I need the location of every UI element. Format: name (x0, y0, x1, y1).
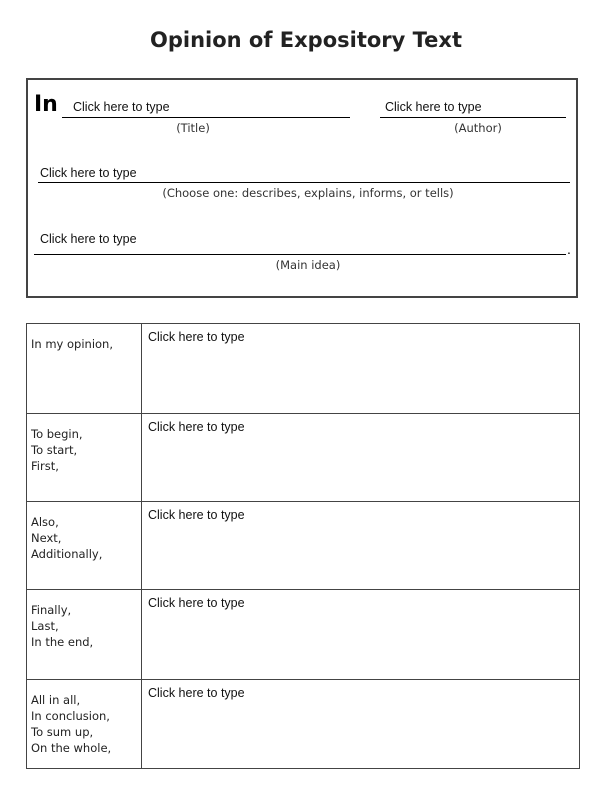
transition-cell (27, 590, 142, 680)
transition-word: To begin, (31, 427, 83, 441)
transition-word: In the end, (31, 635, 94, 649)
main-idea-hint: (Main idea) (275, 258, 341, 272)
in-label: In (34, 92, 58, 117)
title-hint: (Title) (176, 121, 210, 135)
transition-word: Also, (31, 515, 59, 529)
verb-underline (38, 182, 570, 183)
intro-box (26, 78, 578, 298)
transition-cell (27, 680, 142, 769)
main-idea-underline (34, 254, 566, 255)
page-title: Opinion of Expository Text (149, 28, 463, 52)
table-row (27, 502, 580, 590)
transition-cell (27, 324, 142, 414)
transition-cell (27, 414, 142, 502)
transition-word: In conclusion, (31, 709, 110, 723)
answer-input[interactable]: Click here to type (142, 502, 580, 590)
transition-word: Additionally, (31, 547, 103, 561)
author-underline (380, 117, 566, 118)
transition-cell (27, 502, 142, 590)
transition-word: To start, (31, 443, 78, 457)
transition-word: Finally, (31, 603, 72, 617)
author-hint: (Author) (454, 121, 502, 135)
transition-word: On the whole, (31, 741, 112, 755)
author-input[interactable]: Click here to type (385, 100, 482, 114)
main-idea-input[interactable]: Click here to type (40, 232, 137, 246)
answer-input[interactable]: Click here to type (142, 680, 580, 769)
table-row (27, 590, 580, 680)
table-row (27, 324, 580, 414)
answer-input[interactable]: Click here to type (142, 414, 580, 502)
title-underline (62, 117, 350, 118)
transition-word: In my opinion, (31, 337, 113, 351)
answer-input[interactable]: Click here to type (142, 324, 580, 414)
transition-word: Last, (31, 619, 59, 633)
table-row (27, 414, 580, 502)
opinion-table (26, 323, 580, 769)
verb-hint: (Choose one: describes, explains, informs, or tells) (162, 186, 454, 200)
transition-word: Next, (31, 531, 62, 545)
answer-input[interactable]: Click here to type (142, 590, 580, 680)
verb-input[interactable]: Click here to type (40, 166, 137, 180)
transition-word: All in all, (31, 693, 81, 707)
main-idea-period: . (567, 241, 571, 257)
table-row (27, 680, 580, 769)
transition-word: To sum up, (31, 725, 94, 739)
transition-word: First, (31, 459, 59, 473)
title-input[interactable]: Click here to type (73, 100, 170, 114)
